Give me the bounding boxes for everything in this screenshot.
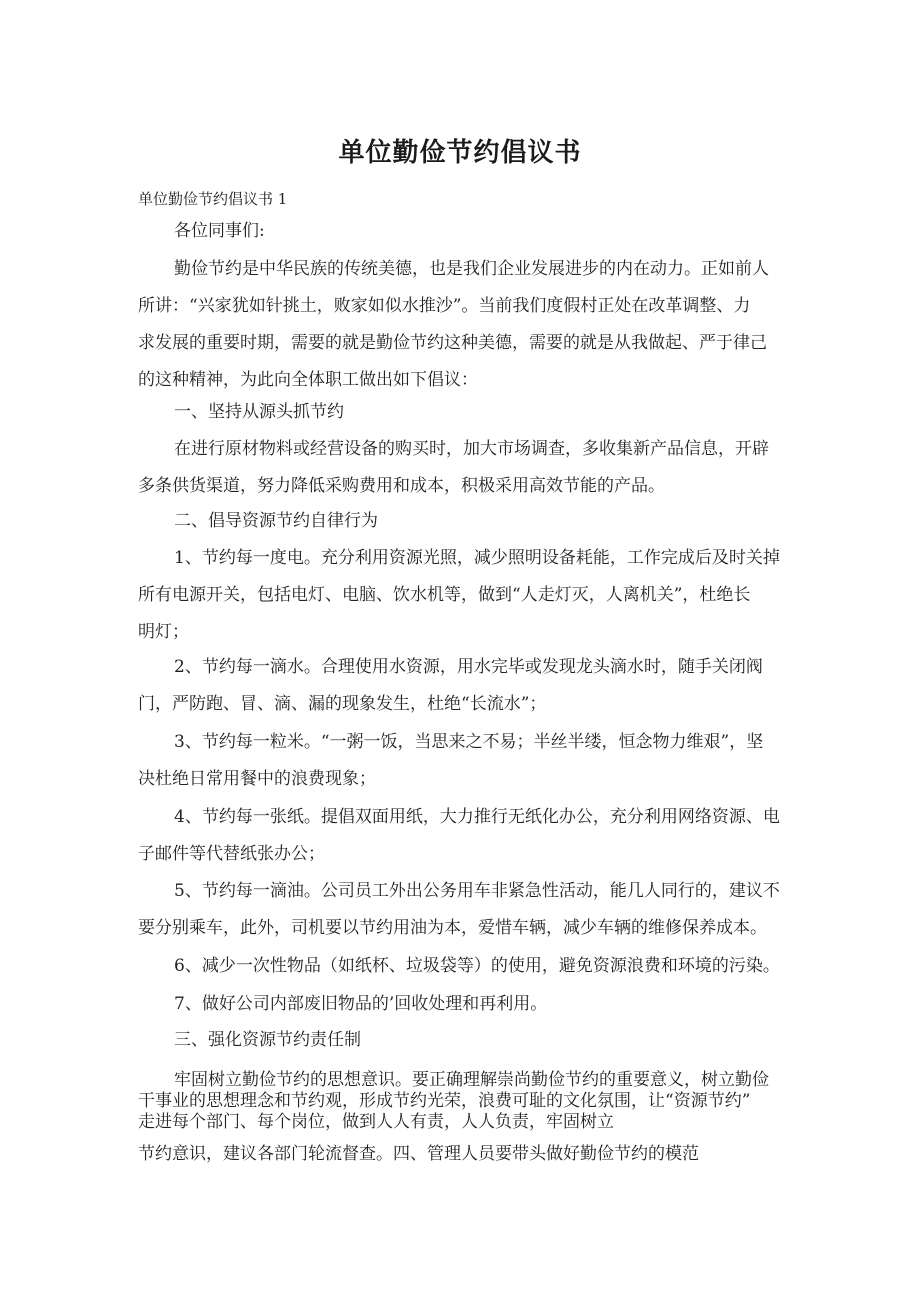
list-item-line: 4、节约每一张纸。提倡双面用纸，大力推行无纸化办公，充分利用网络资源、电 (174, 807, 780, 827)
paragraph-line: 求发展的重要时期，需要的就是勤俭节约这种美德，需要的就是从我做起、严于律己 (138, 333, 767, 353)
list-item-line: 6、减少一次性物品（如纸杯、垃圾袋等）的使用，避免资源浪费和环境的污染。 (174, 956, 780, 976)
list-item-line: 3、节约每一粒米。“一粥一饭，当思来之不易；半丝半缕，恒念物力维艰”，坚 (174, 732, 764, 752)
list-item-line: 门，严防跑、冒、滴、漏的现象发生，杜绝“长流水”； (138, 694, 547, 714)
list-item-line: 决杜绝日常用餐中的浪费现象； (138, 769, 376, 789)
paragraph-line: 多条供货渠道，努力降低采购费用和成本，积极采用高效节能的产品。 (138, 476, 665, 496)
paragraph-line: 所讲：“兴家犹如针挑土，败家如似水推沙”。当前我们度假村正处在改革调整、力 (138, 296, 751, 316)
section-heading: 三、强化资源节约责任制 (174, 1030, 361, 1050)
list-item-line: 5、节约每一滴油。公司员工外出公务用车非紧急性活动，能几人同行的，建议不 (174, 881, 780, 901)
list-item-line: 子邮件等代替纸张办公； (138, 844, 325, 864)
list-item-line: 2、节约每一滴水。合理使用水资源，用水完毕或发现龙头滴水时，随手关闭阀 (174, 657, 763, 677)
subtitle: 单位勤俭节约倡议书 1 (138, 190, 288, 208)
list-item-line: 7、做好公司内部废旧物品的’回收处理和再利用。 (174, 994, 548, 1014)
paragraph-line: 勤俭节约是中华民族的传统美德，也是我们企业发展进步的内在动力。正如前人 (174, 259, 769, 279)
section-heading: 一、坚持从源头抓节约 (174, 402, 344, 422)
list-item-line: 1、节约每一度电。充分利用资源光照，减少照明设备耗能，工作完成后及时关掉 (174, 548, 780, 568)
paragraph-line: 节约意识，建议各部门轮流督查。四、管理人员要带头做好勤俭节约的模范 (138, 1144, 699, 1164)
paragraph-line: 的这种精神，为此向全体职工做出如下倡议： (138, 370, 478, 390)
paragraph-line: 走进每个部门、每个岗位，做到人人有责，人人负责，牢固树立 (138, 1112, 614, 1132)
list-item-line: 明灯； (138, 622, 189, 642)
document-title: 单位勤俭节约倡议书 (338, 138, 582, 168)
list-item-line: 要分别乘车，此外，司机要以节约用油为本，爱惜车辆，减少车辆的维修保养成本。 (138, 918, 767, 938)
paragraph-line: 在进行原材物料或经营设备的购买时，加大市场调查，多收集新产品信息，开辟 (174, 439, 769, 459)
list-item-line: 所有电源开关，包括电灯、电脑、饮水机等，做到“人走灯灭，人离机关”，杜绝长 (138, 585, 751, 605)
paragraph-line: 干事业的思想理念和节约观，形成节约光荣，浪费可耻的文化氛围，让“资源节约” (138, 1091, 751, 1111)
section-heading: 二、倡导资源节约自律行为 (174, 511, 378, 531)
paragraph-line: 牢固树立勤俭节约的思想意识。要正确理解崇尚勤俭节约的重要意义，树立勤俭 (174, 1070, 769, 1090)
salutation: 各位同事们: (174, 221, 265, 241)
